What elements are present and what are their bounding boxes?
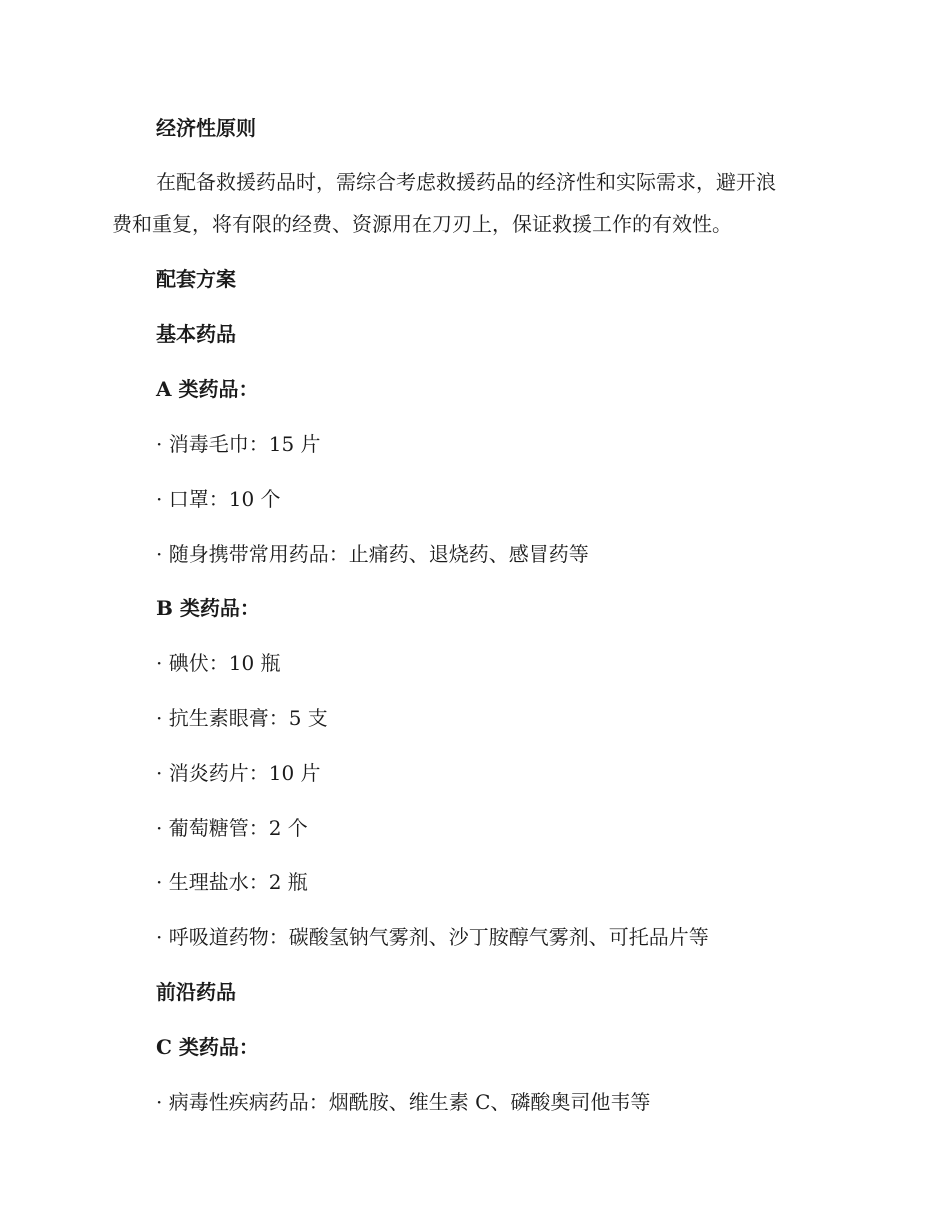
class-b-item: · 碘伏：10 瓶 — [156, 651, 281, 675]
frontier-drugs-heading: 前沿药品 — [156, 980, 236, 1004]
class-a-heading: A 类药品： — [156, 377, 259, 401]
class-b-item: · 呼吸道药物：碳酸氢钠气雾剂、沙丁胺醇气雾剂、可托品片等 — [156, 925, 709, 949]
class-c-item: · 病毒性疾病药品：烟酰胺、维生素 C、磷酸奥司他韦等 — [156, 1090, 651, 1114]
class-b-item: · 抗生素眼膏：5 支 — [156, 706, 328, 730]
class-a-item: · 消毒毛巾：15 片 — [156, 432, 321, 456]
class-b-item: · 消炎药片：10 片 — [156, 761, 321, 785]
class-a-item: · 口罩：10 个 — [156, 487, 281, 511]
economy-heading: 经济性原则 — [156, 116, 256, 140]
economy-paragraph — [112, 168, 832, 238]
plan-heading: 配套方案 — [156, 267, 236, 291]
class-c-heading: C 类药品： — [156, 1035, 259, 1059]
economy-paragraph-line-2: 费和重复，将有限的经费、资源用在刀刃上，保证救援工作的有效性。 — [112, 212, 732, 236]
class-b-item: · 葡萄糖管：2 个 — [156, 816, 308, 840]
economy-paragraph-line-1: 在配备救援药品时，需综合考虑救援药品的经济性和实际需求，避开浪 — [156, 170, 776, 194]
basic-drugs-heading: 基本药品 — [156, 322, 236, 346]
class-b-item: · 生理盐水：2 瓶 — [156, 870, 308, 894]
class-b-heading: B 类药品： — [156, 596, 260, 620]
class-a-item: · 随身携带常用药品：止痛药、退烧药、感冒药等 — [156, 542, 589, 566]
